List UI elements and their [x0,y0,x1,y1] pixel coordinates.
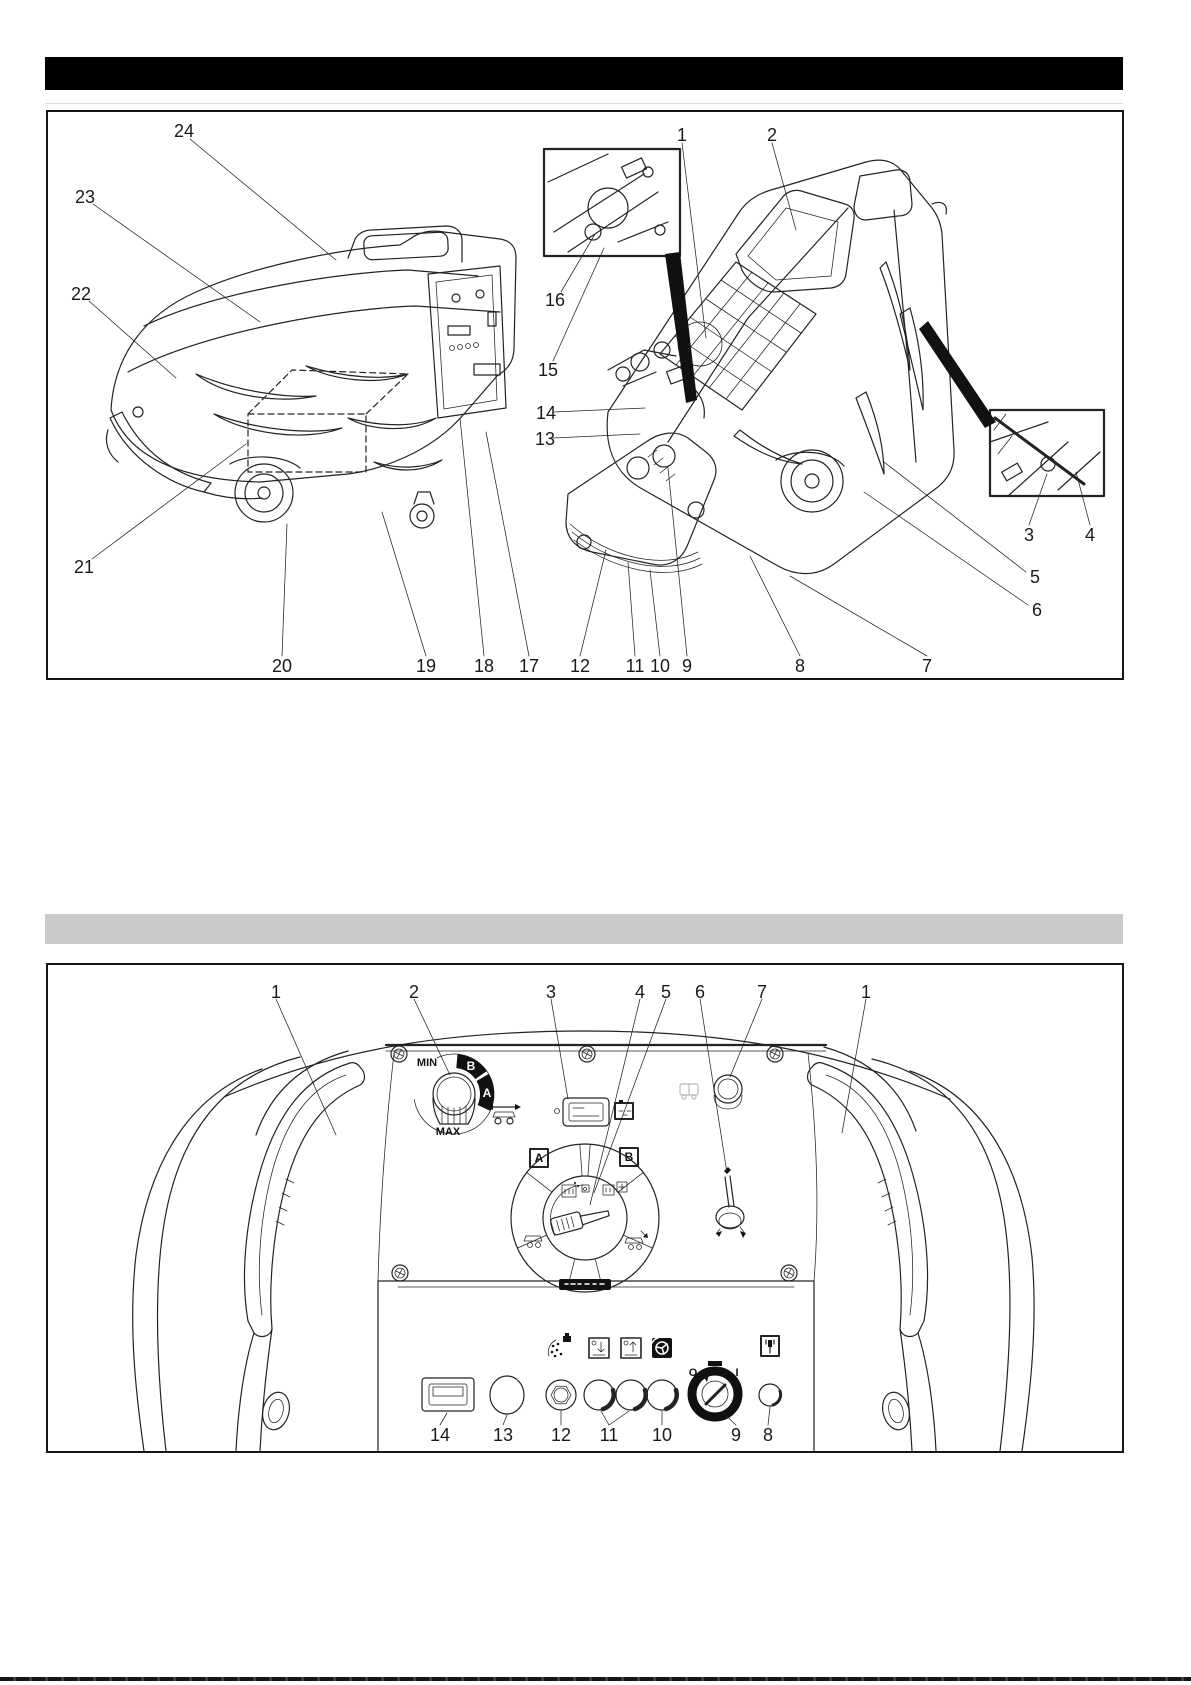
lid-hinge-detail-inset [544,149,680,256]
inserted-key [550,1204,610,1235]
callout-5: 5 [660,982,672,1002]
callout-17: 17 [518,656,540,676]
callout-14: 14 [535,403,557,423]
callout-11: 11 [625,656,645,676]
callout-19: 19 [415,656,437,676]
transport-mode-icon [524,1236,542,1248]
callout-21: 21 [73,557,95,577]
accessory-socket-button [759,1384,781,1406]
section-header-bar-1 [45,57,1123,90]
callout-13: 13 [492,1425,514,1445]
callout-4: 4 [1084,525,1096,545]
callout-3: 3 [1023,525,1035,545]
callout-12: 12 [569,656,591,676]
callout-24: 24 [173,121,195,141]
travel-speed-icon [487,1104,521,1124]
squeegee-raise-icon [621,1338,641,1358]
callout-1-left: 1 [270,982,282,1002]
callout-7: 7 [756,982,768,1002]
detergent-dosing-icon [548,1333,571,1357]
callout-9: 9 [730,1425,742,1445]
turbine-icon [652,1338,672,1358]
callout-22: 22 [70,284,92,304]
keyswitch-b-label: B [624,1150,634,1164]
power-socket-icon [761,1336,779,1356]
callout-5: 5 [1029,567,1041,587]
callout-4: 4 [634,982,646,1002]
callout-labels [71,121,1095,676]
power-switch-knob [689,1361,739,1417]
machine-tilted-front-view [566,160,954,574]
callout-8: 8 [794,656,806,676]
callout-23: 23 [74,187,96,207]
fresh-water-fill-opening [714,1075,742,1109]
suction-rocker-switch [555,1098,610,1126]
drive-mode-icon [625,1231,648,1250]
section-header-bar-2 [45,914,1123,944]
panel-screws [391,1046,797,1281]
brush-mode-a-icon [562,1182,579,1197]
scan-rule [45,103,1123,104]
callout-13: 13 [534,429,556,449]
callout-18: 18 [473,656,495,676]
squeegee-lower-button [584,1380,614,1410]
power-off-label: O [688,1367,698,1379]
callout-2: 2 [766,125,778,145]
callout-1: 1 [676,125,688,145]
callout-1-right: 1 [860,982,872,1002]
knob-segment-a-label: A [482,1086,492,1100]
control-panel-figure [46,963,1124,1453]
machine-overview-drawing [48,112,1122,678]
squeegee-lower-icon [589,1338,609,1358]
battery-charge-icon [615,1100,633,1119]
pedal-detail-inset [990,410,1104,496]
knob-segment-b-label: B [466,1059,476,1073]
callout-15: 15 [537,360,559,380]
callout-16: 16 [544,290,566,310]
callout-6: 6 [694,982,706,1002]
service-socket [422,1378,474,1411]
lower-control-row [422,1333,781,1417]
knob-min-label: MIN [416,1057,438,1069]
left-handle [236,1063,365,1451]
callout-10: 10 [651,1425,673,1445]
callout-6: 6 [1031,600,1043,620]
callout-12: 12 [550,1425,572,1445]
machine-rear-left-view [106,226,516,528]
callout-2: 2 [408,982,420,1002]
power-on-label: I [735,1367,739,1379]
keyswitch-a-box [530,1149,548,1167]
turbine-button [647,1380,677,1410]
inset-pointer-wedge-2 [919,321,996,428]
page-bottom-rule [0,1677,1191,1681]
callout-20: 20 [271,656,293,676]
right-handle [808,1063,937,1451]
keyswitch-a-label: A [534,1151,544,1165]
callout-3: 3 [545,982,557,1002]
machine-overview-figure [46,110,1124,680]
console-body [133,1031,1034,1451]
knob-max-label: MAX [435,1126,461,1138]
brand-logo [559,1279,611,1290]
control-panel-drawing [48,965,1122,1451]
key-icon [716,1167,746,1238]
callout-7: 7 [921,656,933,676]
callout-14: 14 [429,1425,451,1445]
callout-8: 8 [762,1425,774,1445]
squeegee-raise-button [616,1380,646,1410]
callout-11: 11 [599,1425,619,1445]
blank-dial [490,1376,524,1414]
water-quantity-knob [401,1041,507,1147]
transport-ab-ghost-icon [680,1084,698,1099]
callout-leaders [276,999,866,1425]
detergent-button [546,1380,576,1410]
key-program-switch [511,1144,659,1292]
key-symbol-icon [582,1185,589,1192]
callout-9: 9 [681,656,693,676]
callout-10: 10 [649,656,671,676]
